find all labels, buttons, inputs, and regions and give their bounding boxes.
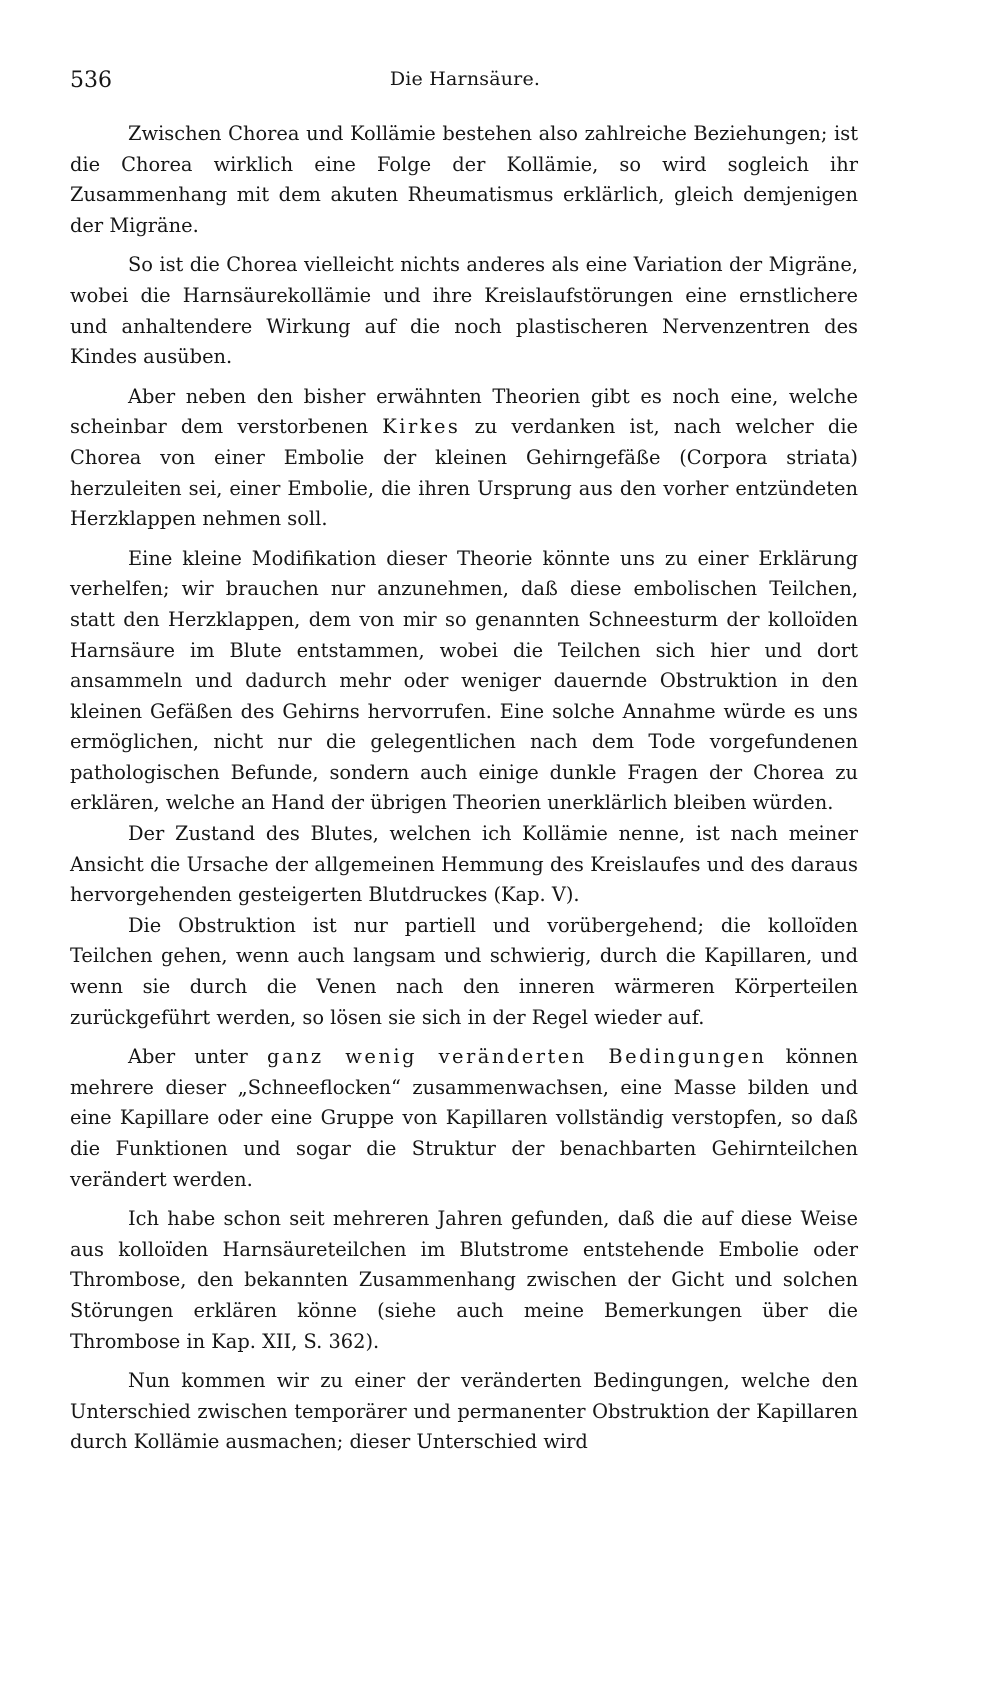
paragraph-1: Zwischen Chorea und Kollämie bestehen also zahlreiche Beziehungen; ist die Chorea wirklich eine Folge der Kollämie, so wird sogleich ihr Zusammenhang mit dem akuten Rheumatismus erklärlich, gleich demjenigen der Migräne. (70, 122, 858, 237)
paragraph-9: Nun kommen wir zu einer der veränderten Bedingungen, welche den Unterschied zwischen temporärer und permanenter Obstruktion der Kapillaren durch Kollämie ausmachen; dieser Unterschied wird (70, 1369, 858, 1454)
paragraph-7 (70, 1042, 858, 1195)
paragraph-6: Die Obstruktion ist nur partiell und vorübergehend; die kolloïden Teilchen gehen, wenn auch langsam und schwierig, durch die Kapillaren, und wenn sie durch die Venen nach den inneren wärmeren Körperteilen zurückgeführt werden, so lösen sie sich in der Regel wieder auf. (70, 913, 858, 1029)
emphasized-name-kirkes: Kirkes (382, 415, 461, 439)
emphasized-phrase: ganz wenig veränderten Bedingungen (266, 1045, 767, 1069)
paragraph-5: Der Zustand des Blutes, welchen ich Kollämie nenne, ist nach meiner Ansicht die Ursache der allgemeinen Hemmung des Kreislaufes und des daraus hervorgehenden gesteigerten Blutdruckes (Kap. V). (70, 822, 858, 907)
page-header (70, 68, 860, 98)
paragraph-4: Eine kleine Modifikation dieser Theorie könnte uns zu einer Erklärung verhelfen; wir brauchen nur anzunehmen, daß diese embolischen Teilchen, statt den Herzklappen, dem von mir so genannten Schneesturm der kolloïden Harnsäure im Blute entstammen, wobei die Teilchen sich hier und dort ansammeln und dadurch mehr oder weniger dauernde Obstruktion in den kleinen Gefäßen des Gehirns hervorrufen. Eine solche Annahme würde es uns ermöglichen, nicht nur die gelegentlichen nach dem Tode vorgefundenen pathologischen Befunde, sondern auch einige dunkle Fragen der Chorea zu erklären, welche an Hand der übrigen Theorien unerklärlich bleiben würden. (70, 546, 858, 815)
paragraph-7-text-after: können mehrere dieser „Schneeflocken“ zusammenwachsen, eine Masse bilden und eine Kapillare oder eine Gruppe von Kapillaren vollständig verstopfen, so daß die Funktionen und sogar die Struktur der benachbarten Gehirnteilchen verändert werden. (70, 1045, 858, 1191)
paragraph-8: Ich habe schon seit mehreren Jahren gefunden, daß die auf diese Weise aus kolloïden Harnsäureteilchen im Blutstrome entstehende Embolie oder Thrombose, den bekannten Zusammenhang zwischen der Gicht und solchen Störungen erklären könne (siehe auch meine Bemerkungen über die Thrombose in Kap. XII, S. 362). (70, 1207, 858, 1353)
running-title: Die Harnsäure. (389, 68, 541, 90)
paragraph-7-text-before: Aber unter (128, 1045, 248, 1069)
paragraph-2: So ist die Chorea vielleicht nichts anderes als eine Variation der Migräne, wobei die Harnsäurekollämie und ihre Kreislaufstörungen eine ernstlichere und anhaltendere Wirkung auf die noch plastischeren Nervenzentren des Kindes ausüben. (70, 253, 858, 369)
paragraph-3-text-before: Aber neben den bisher erwähnten Theorien gibt es noch eine, welche scheinbar dem verstorbenen (70, 384, 858, 439)
paragraph-3-text-after: zu verdanken ist, nach welcher die Chorea von einer Embolie der kleinen Gehirngefäße (Corpora striata) herzuleiten sei, einer Embolie, die ihren Ursprung aus den vorher entzündeten Herzklappen nehmen soll. (70, 415, 858, 531)
page-number: 536 (70, 68, 112, 93)
paragraph-3 (70, 382, 858, 535)
page-body (70, 119, 858, 1458)
